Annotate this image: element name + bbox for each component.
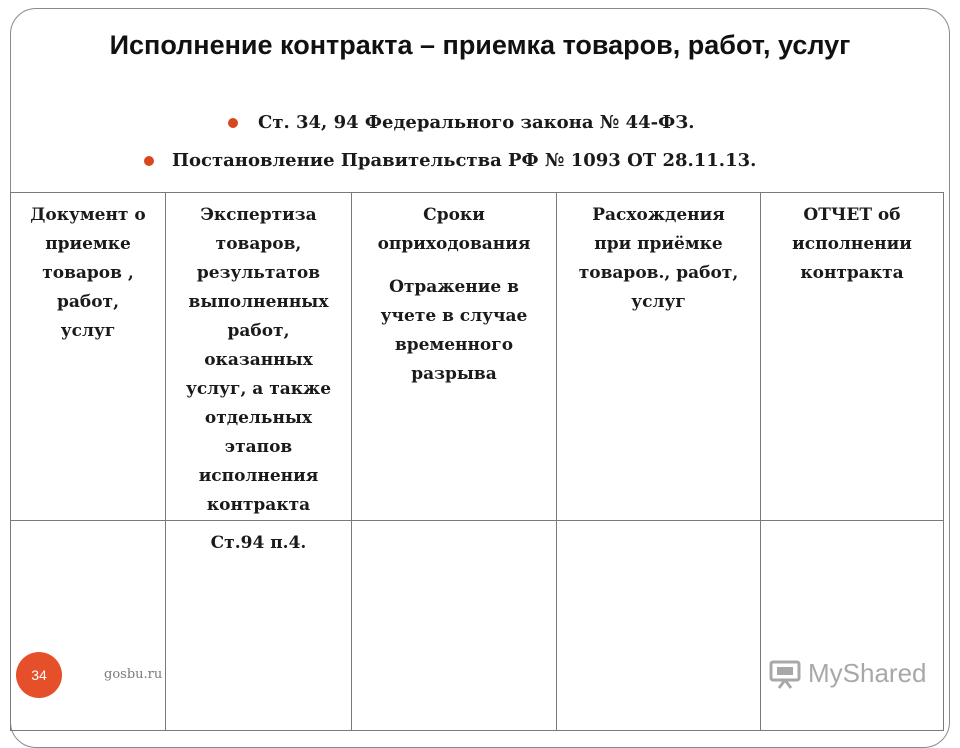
cell-line: Экспертиза [200, 205, 317, 225]
cell-line: результатов [196, 263, 321, 283]
table-cell [761, 521, 944, 731]
header-cell-document [11, 193, 166, 521]
header-cell-terms [352, 193, 557, 521]
cell-line: выполненных [188, 292, 329, 312]
cell-line: при приёмке [594, 234, 723, 254]
cell-line: контракта [800, 263, 904, 283]
acceptance-table [10, 192, 944, 731]
table-cell [557, 521, 761, 731]
cell-line: оказанных [204, 350, 313, 370]
slide-title: Исполнение контракта – приемка товаров, работ, услуг [109, 30, 851, 60]
footer-site-text: gosbu.ru [104, 667, 163, 682]
header-cell-discrepancies [557, 193, 761, 521]
header-cell-report [761, 193, 944, 521]
table-header-row [11, 193, 944, 521]
cell-line: разрыва [411, 364, 497, 384]
presentation-board-icon [768, 656, 802, 690]
bullet-text: Постановление Правительства РФ № 1093 ОТ 28.11.13. [172, 150, 757, 171]
cell-line: работ, [227, 321, 290, 341]
page-number-badge: 34 [16, 652, 62, 698]
bullet-list [140, 110, 756, 186]
bullet-dot-icon [228, 118, 238, 128]
cell-line: услуг, а также [185, 379, 332, 399]
cell-line: товаров , [42, 263, 134, 283]
cell-line: Сроки [423, 205, 485, 225]
cell-line: исполнении [792, 234, 912, 254]
cell-line: контракта [206, 495, 311, 515]
table-cell [11, 521, 166, 731]
bullet-dot-icon [144, 156, 154, 166]
cell-line: работ, [56, 292, 120, 312]
cell-line: оприходования [377, 234, 531, 254]
bullet-text: Ст. 34, 94 Федерального закона № 44-ФЗ. [258, 112, 695, 133]
bullet-item [140, 110, 756, 148]
cell-line: отдельных [204, 408, 313, 428]
cell-line: товаров., работ, [578, 263, 739, 283]
cell-line: товаров, [215, 234, 302, 254]
bullet-item [140, 148, 756, 186]
cell-line: Документ о [30, 205, 146, 225]
cell-line: услуг [60, 321, 116, 341]
cell-line: этапов [224, 437, 293, 457]
watermark-text: MyShared [808, 657, 927, 688]
cell-line: Расхождения [592, 205, 725, 225]
cell-line: исполнения [198, 466, 319, 486]
header-cell-expertise [166, 193, 352, 521]
cell-line: Отражение в [389, 277, 519, 297]
cell-gap [356, 259, 552, 273]
cell-line: услуг [631, 292, 686, 312]
table-cell [352, 521, 557, 731]
cell-line: учете в случае [380, 306, 528, 326]
table-cell: Ст.94 п.4. [166, 521, 352, 731]
table-row [11, 521, 944, 731]
watermark [768, 656, 927, 690]
cell-line: временного [394, 335, 514, 355]
cell-line: ОТЧЕТ об [803, 205, 901, 225]
cell-line: приемке [45, 234, 131, 254]
